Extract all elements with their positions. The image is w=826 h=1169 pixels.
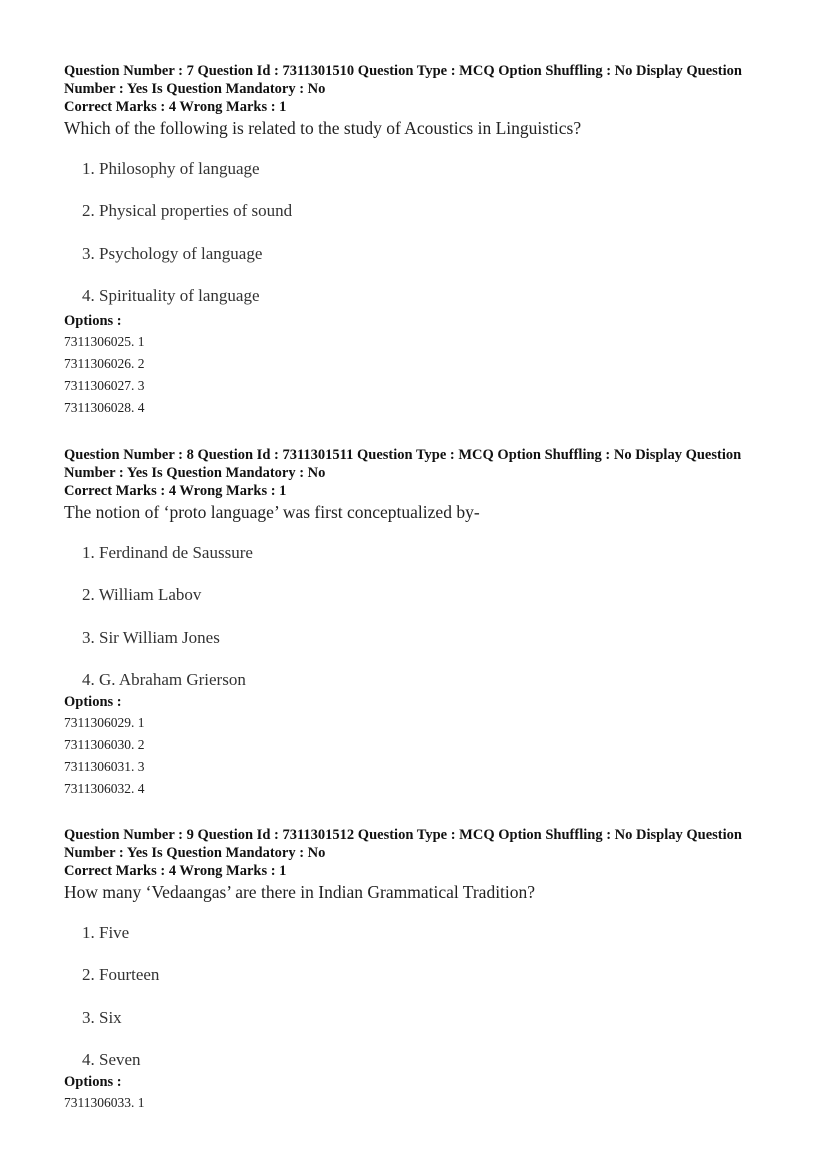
option-id: 7311306026. 2 — [64, 356, 145, 371]
question-stem: How many ‘Vedaangas’ are there in Indian Grammatical Tradition? — [64, 882, 536, 902]
question-marks: Correct Marks : 4 Wrong Marks : 1 — [64, 483, 287, 499]
question-meta-line: Number : Yes Is Question Mandatory : No — [64, 81, 326, 97]
choice-1: 1. Ferdinand de Saussure — [82, 543, 253, 562]
options-label: Options : — [64, 1074, 122, 1090]
option-id: 7311306027. 3 — [64, 378, 145, 393]
question-marks: Correct Marks : 4 Wrong Marks : 1 — [64, 863, 287, 879]
question-meta — [64, 446, 764, 500]
choice-1: 1. Philosophy of language — [82, 159, 260, 178]
option-id: 7311306028. 4 — [64, 400, 145, 415]
option-id: 7311306029. 1 — [64, 715, 145, 730]
choice-4: 4. Seven — [82, 1050, 141, 1069]
options-label: Options : — [64, 694, 122, 710]
choice-4: 4. Spirituality of language — [82, 286, 260, 305]
question-stem: Which of the following is related to the study of Acoustics in Linguistics? — [64, 118, 582, 138]
option-id: 7311306025. 1 — [64, 334, 145, 349]
option-id: 7311306033. 1 — [64, 1095, 145, 1110]
choice-4: 4. G. Abraham Grierson — [82, 670, 246, 689]
choice-2: 2. Physical properties of sound — [82, 201, 293, 220]
option-id: 7311306030. 2 — [64, 737, 145, 752]
question-meta-line: Question Number : 7 Question Id : 7311301510 Question Type : MCQ Option Shuffling : No Display Question — [64, 63, 742, 79]
choice-3: 3. Six — [82, 1008, 122, 1027]
option-id: 7311306031. 3 — [64, 759, 145, 774]
question-stem: The notion of ‘proto language’ was first conceptualized by- — [64, 502, 480, 522]
question-meta-line: Number : Yes Is Question Mandatory : No — [64, 845, 326, 861]
question-meta — [64, 826, 764, 880]
question-block-9 — [64, 826, 764, 1110]
choice-3: 3. Sir William Jones — [82, 628, 220, 647]
question-meta-line: Number : Yes Is Question Mandatory : No — [64, 465, 326, 481]
question-block-7 — [64, 62, 764, 415]
choice-2: 2. William Labov — [82, 585, 202, 604]
question-meta-line: Question Number : 9 Question Id : 7311301512 Question Type : MCQ Option Shuffling : No Display Question — [64, 827, 742, 843]
option-id: 7311306032. 4 — [64, 781, 145, 796]
question-meta — [64, 62, 764, 116]
choice-1: 1. Five — [82, 923, 130, 942]
question-meta-line: Question Number : 8 Question Id : 7311301511 Question Type : MCQ Option Shuffling : No Display Question — [64, 447, 742, 463]
question-marks: Correct Marks : 4 Wrong Marks : 1 — [64, 99, 287, 115]
choice-3: 3. Psychology of language — [82, 244, 263, 263]
question-block-8 — [64, 446, 764, 796]
choice-2: 2. Fourteen — [82, 965, 160, 984]
options-label: Options : — [64, 313, 122, 329]
